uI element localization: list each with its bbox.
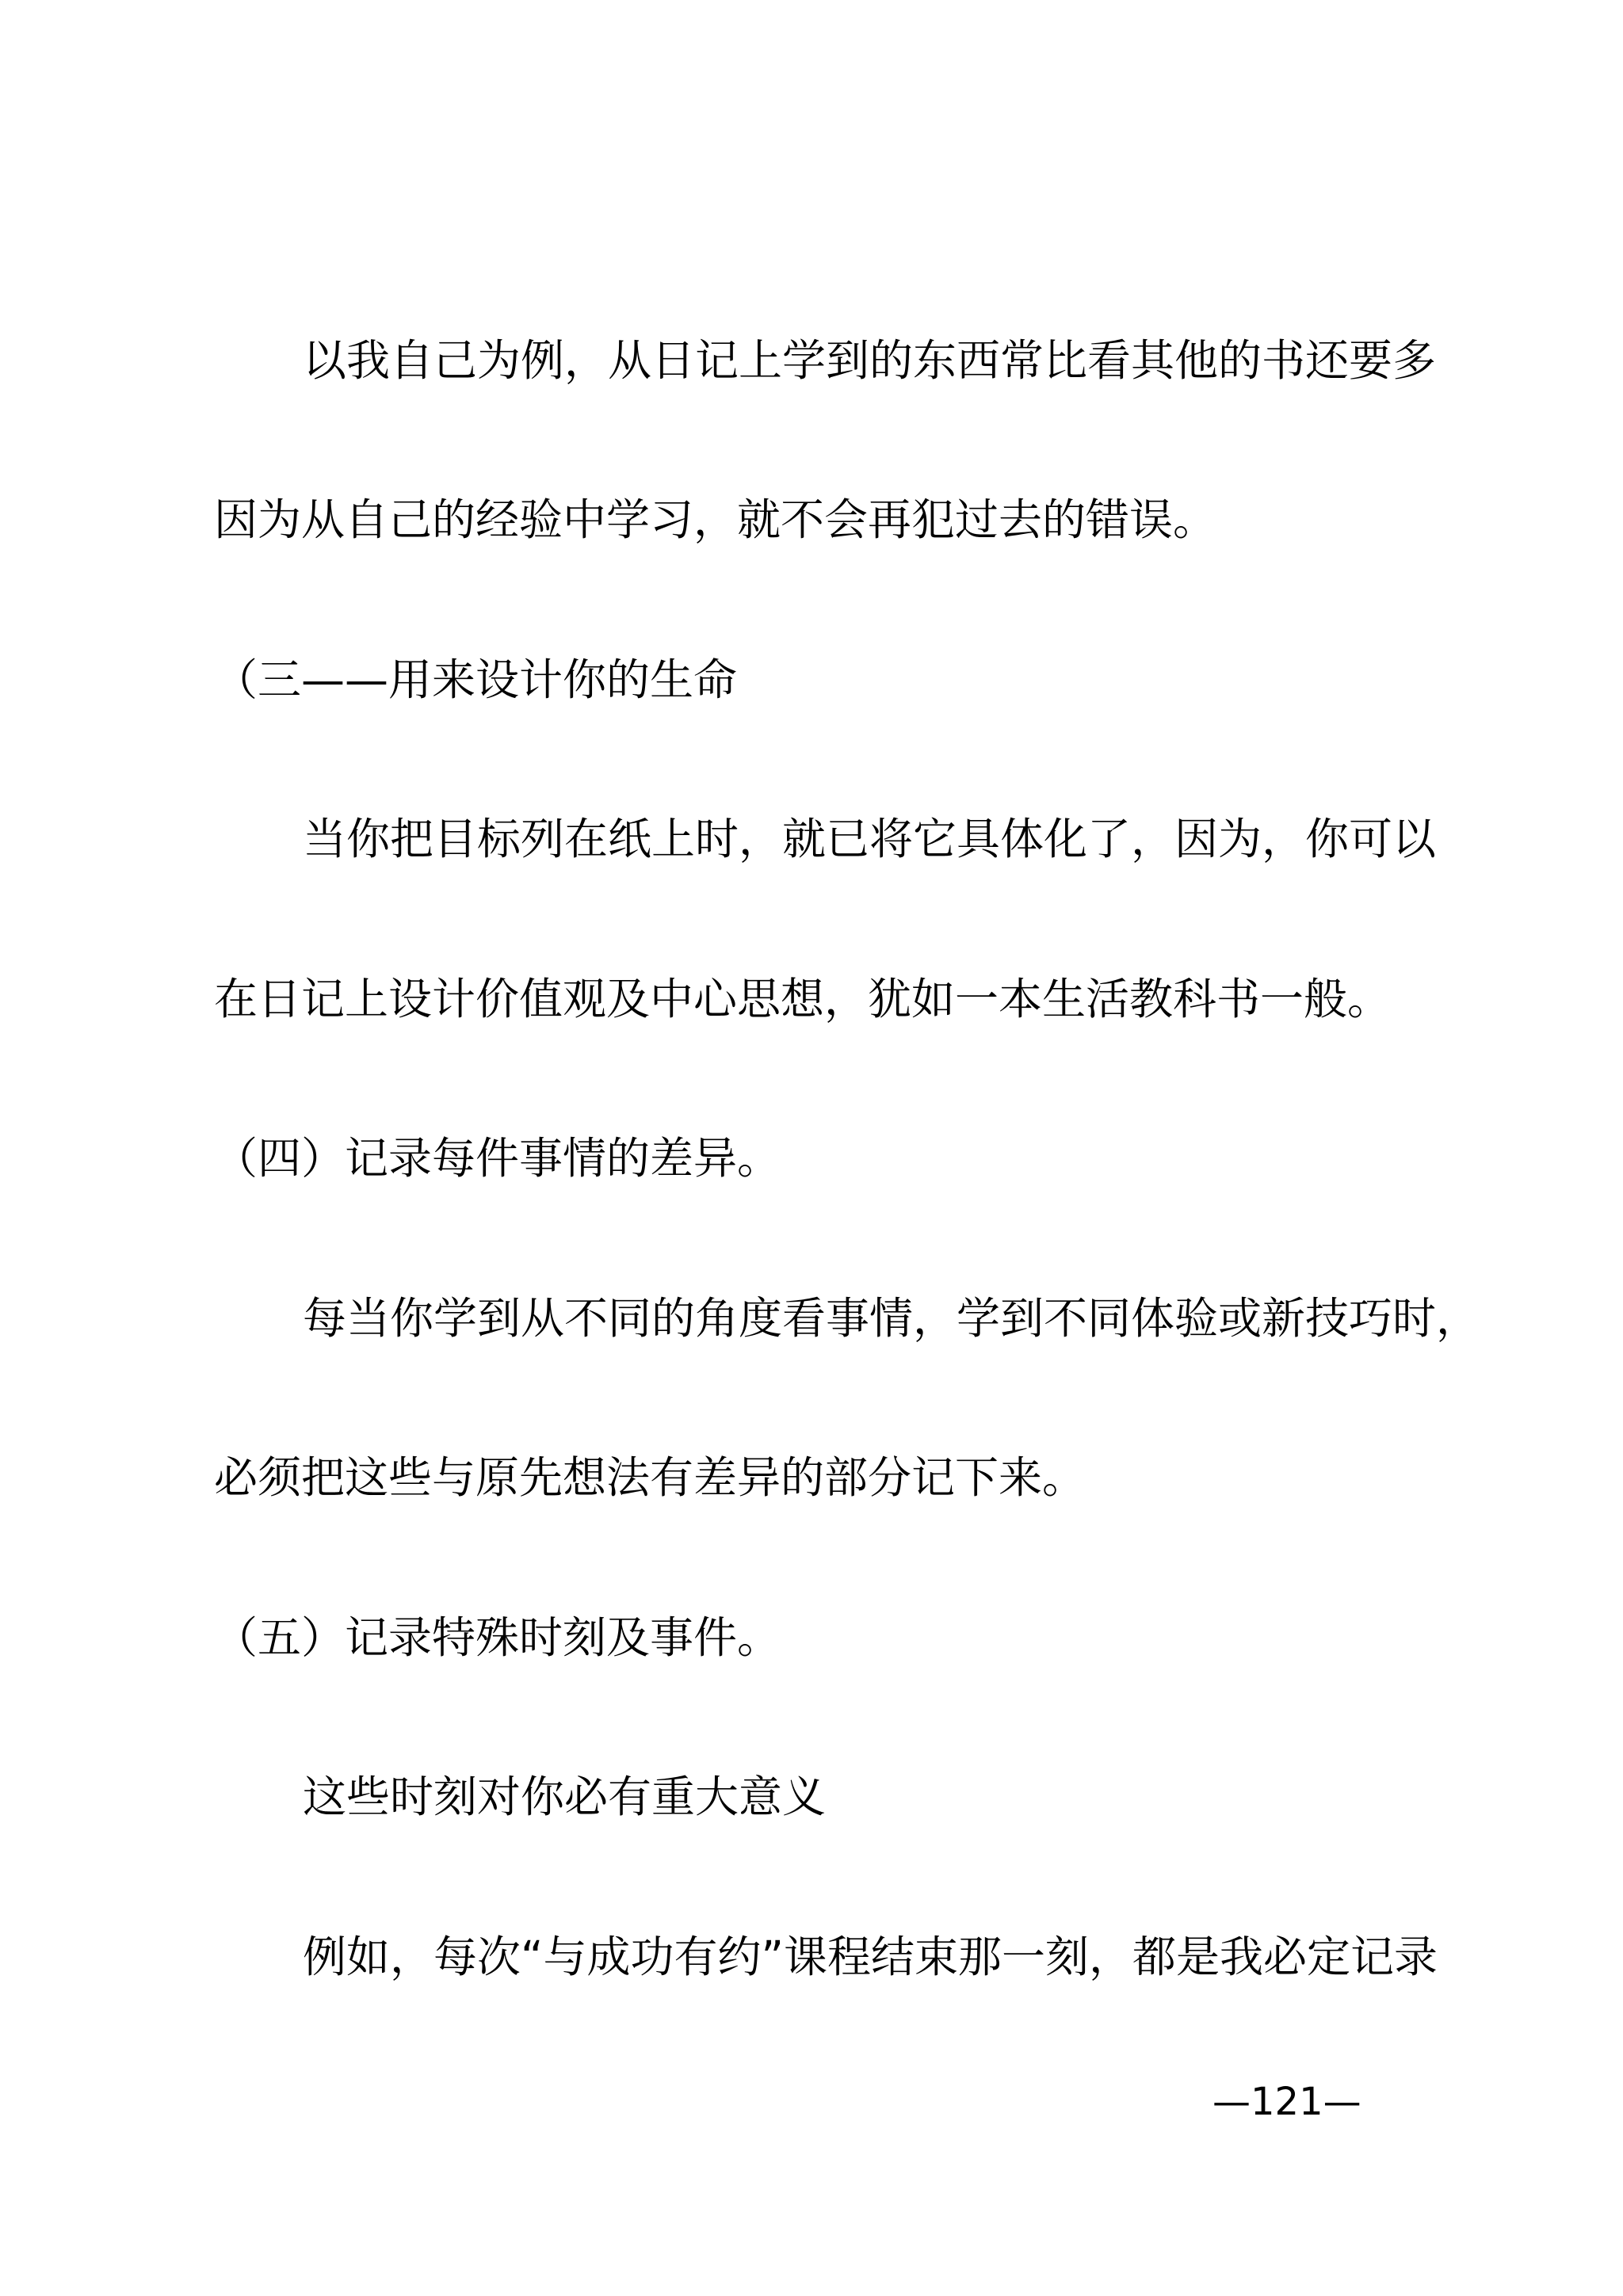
section-heading: （五）记录特殊时刻及事件。 — [214, 1612, 781, 1663]
page-number: —121— — [1212, 2080, 1361, 2124]
section-heading: （四）记录每件事情的差异。 — [214, 1133, 781, 1184]
text-line: 这些时刻对你必有重大意义 — [303, 1772, 827, 1822]
text-line: 必须把这些与原先想法有差异的部分记下来。 — [214, 1452, 1086, 1503]
section-heading: （三——用来设计你的生命 — [214, 654, 738, 705]
text-line: 当你把目标列在纸上时，就已将它具体化了，因为，你可以 — [303, 814, 1437, 864]
text-line: 每当你学到从不同的角度看事情，学到不同体验或新技巧时， — [303, 1293, 1480, 1344]
text-line: 例如，每次“与成功有约”课程结束那一刻，都是我必定记录 — [303, 1932, 1438, 1982]
text-line: 以我自己为例，从日记上学到的东西常比看其他的书还要多 — [303, 335, 1437, 386]
text-line: 因为从自己的经验中学习，就不会再犯过去的错误。 — [214, 494, 1217, 545]
text-line: 在日记上设计价值观及中心思想，犹如一本生活教科书一般。 — [214, 974, 1392, 1024]
